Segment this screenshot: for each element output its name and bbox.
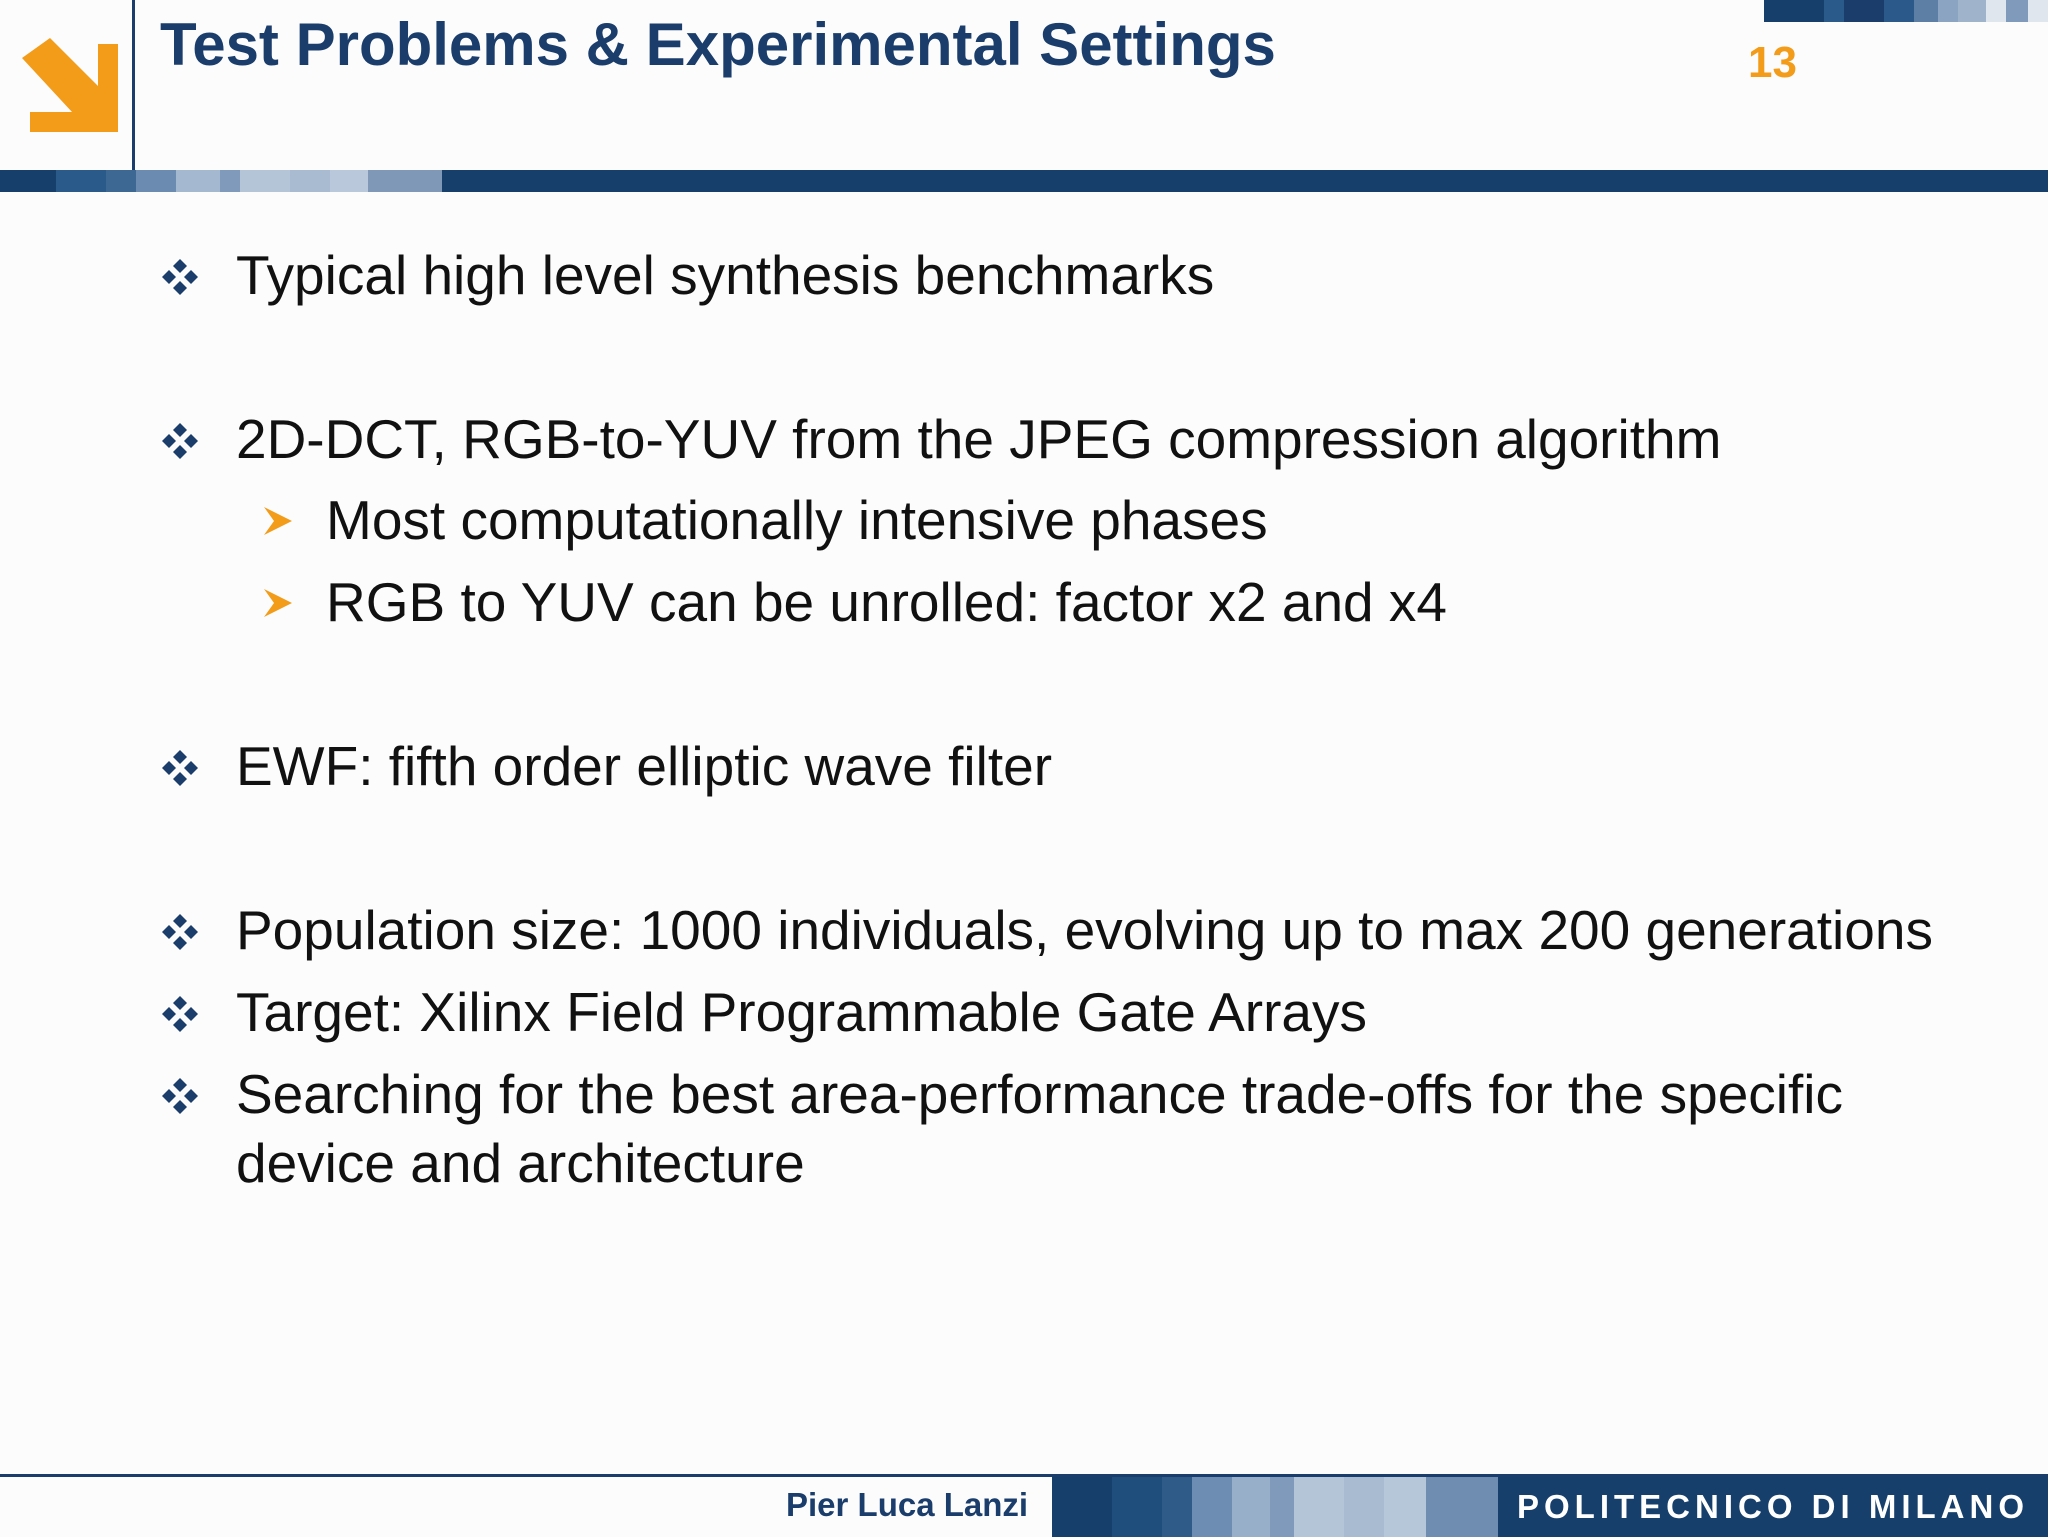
footer-author: Pier Luca Lanzi (786, 1486, 1029, 1523)
diamond-bullet-icon (160, 994, 200, 1034)
header-band (0, 170, 2048, 192)
sub-bullet-text: Most computationally intensive phases (326, 489, 1268, 551)
diamond-bullet-icon (160, 421, 200, 461)
diamond-bullet-icon (160, 1076, 200, 1116)
page-number: 13 (1748, 38, 1797, 87)
bullet-text: EWF: fifth order elliptic wave filter (236, 735, 1053, 797)
bullet-text: Population size: 1000 individuals, evolving up to max 200 generations (236, 899, 1933, 961)
bullet-text: Typical high level synthesis benchmarks (236, 244, 1215, 306)
orange-arrow-icon (0, 0, 134, 170)
arrowhead-bullet-icon (262, 505, 294, 537)
diamond-bullet-icon (160, 257, 200, 297)
arrowhead-bullet-icon (262, 587, 294, 619)
footer-stripes (1052, 1477, 1498, 1537)
header-top-stripes (1764, 0, 2048, 22)
bullet-text: Searching for the best area-performance trade-offs for the specific (236, 1063, 1844, 1125)
bullet-text: 2D-DCT, RGB-to-YUV from the JPEG compression algorithm (236, 408, 1722, 470)
bullet-text: Target: Xilinx Field Programmable Gate Arrays (236, 981, 1367, 1043)
footer-institution: POLITECNICO DI MILANO (1498, 1477, 2048, 1537)
slide-title: Test Problems & Experimental Settings (160, 11, 1276, 78)
diamond-bullet-icon (160, 912, 200, 952)
sub-bullet-text: RGB to YUV can be unrolled: factor x2 and x4 (326, 571, 1448, 633)
logo-divider (132, 0, 135, 170)
bullet-continuation-text: device and architecture (236, 1132, 805, 1194)
polimi-logo (0, 0, 134, 170)
diamond-bullet-icon (160, 748, 200, 788)
